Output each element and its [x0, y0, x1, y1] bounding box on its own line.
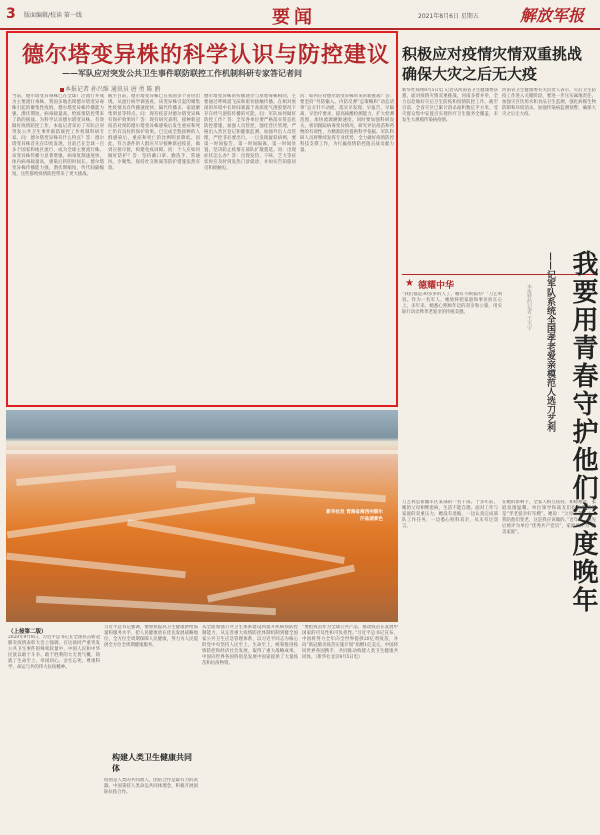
photo-dike: [16, 465, 176, 486]
bottom-column-3: 从全面加强公共卫生体系建设到提升疾病预防控制能力，从完善重大疫情防控体制机制到健全国家公共卫生应急管理体系，以习近平同志为核心的党中央坚持人民至上、生命至上，统筹推进疫情防控和经济社会发展，取得了重大战略成果。中国向世界各国特别是发展中国家提供了大量疫苗和抗疫物资。: [202, 625, 298, 666]
lead-column-4: 问：如何应对德尔塔变异株带来的新挑战？答：要坚持“外防输入、内防反弹”总策略和“动态清零”总方针不动摇，落实早发现、早报告、早隔离、早治疗要求，提高核酸检测能力，扩大检测范围，加快流调溯源速度。同时要加强科研攻关，密切跟踪病毒变异情况，研究评估疫苗和药物的有效性，为精准防控提供科学依据。军队科研人员将继续发挥专业优势，全力做好疫情防控科技支撑工作，为打赢疫情防控阻击战贡献力量。: [300, 94, 394, 153]
photo-shoreline: [6, 450, 398, 454]
continued-label: （上接第二版）: [8, 629, 47, 635]
edition-info: 版面编辑/校读 第一线: [24, 12, 82, 19]
right-column-2: 河南省卫生健康委有关负责人表示，灾后卫生防疫工作进入关键阶段，要进一步压实属地责任，加强灾区饮用水和食品卫生监测，强化病媒生物防制和环境消杀，加强传染病监测预警，确保大灾之后无大疫。: [502, 88, 596, 117]
feature-column-3: 在她的影响下，全家人相互扶持、和睦相处，家庭氛围温馨。单位领导和战友们纷纷称赞她是“孝老爱亲好军嫂”。她说：“父母养我长大，我陪他们变老，这是我应该做的。”近年来，她先后被评为单位“优秀共产党员”，家庭被评为“最美家庭”。: [502, 500, 596, 535]
lead-byline: [60, 84, 160, 93]
bottom-column-1: 2020年9月8日，习近平总书记在全国抗击新冠肺炎疫情表彰大会上强调，在这场同严重突发公共卫生事件的殊死较量中，中国人民和中华民族以敢于斗争、敢于胜利的大无畏气概，铸就了生命至上、举国同心、舍生忘死、尊重科学、命运与共的伟大抗疫精神。: [8, 635, 100, 670]
feature-column-2: 刀艺利是新疆军区某部的一名干部。十多年前，她的父母相继患病，生活不能自理。面对工作与家庭的双重压力，她没有退缩，一边认真完成部队工作任务，一边悉心照料双亲，从未有过怨言。: [402, 500, 498, 529]
page-number: 3: [6, 6, 16, 22]
issue-date: 2021年8月6日 星期五: [418, 13, 479, 20]
photo-dike: [176, 481, 386, 503]
page-header: [0, 0, 600, 30]
lead-column-2: 截至目前，德尔塔变异株已在我国多个省份出现。从流行病学调查看，该变异株引起的聚集性疫情具有传播速度快、隔代传播多、家庭聚集明显等特点。问：现有疫苗对德尔塔变异株有保护效果吗？答：现有研究表明，接种新冠疫苗对预防德尔塔变异株感染后发生重症和死亡仍有良好的保护效果。已完成全程接种的人群感染后，重症和死亡的比例明显降低。因此，符合条件的人群应尽早接种新冠疫苗，做到应接尽接，构建免疫屏障。问：个人应如何做好防护？答：坚持戴口罩、勤洗手、常通风、少聚集、保持社交距离等防护措施依然有效。: [108, 94, 200, 171]
photo-overlay-caption: 新华社发 青海省海西州察尔汗盐湖景色: [326, 510, 383, 522]
photo-dike: [7, 497, 256, 539]
lead-byline-text: 本报记者 孙兴维 通讯员 唐 勇 陈 鸥: [65, 86, 161, 93]
column-label: 德耀中华: [418, 281, 455, 291]
lead-column-3: 德尔塔变异株的传播途径与原始毒株相同，主要通过呼吸道飞沫和密切接触传播。在相对密闭的环境中长时间暴露于高浓度气溶胶情况下存在经气溶胶传播的可能。问：军队如何做好防控工作？答：全军各单位要严格落实常态化防控措施，加强人员管控，强化营区管理，严格出入营区登记和健康监测。加强外出人员管理，严控非必要出行。一旦发现疑似病例，要第一时间报告、第一时间隔离、第一时间处置，坚决防止疫情在部队扩散蔓延。问：出现症状怎么办？答：出现发热、干咳、乏力等症状时应及时到发热门诊就诊，并如实告知旅居史和接触史。: [204, 94, 296, 171]
bottom-column-4: “要把疫苗作为全球公共产品，推动疫苗在发展中国家的可及性和可负担性。”习近平总书记宣布，中国将努力全年向全世界提供20亿剂疫苗，并向“新冠肺炎疫苗实施计划”捐赠1亿美元。中国将同世界各国携手，共同推动构建人类卫生健康共同体。（新华社北京8月5日电）: [302, 625, 398, 660]
star-icon: ★: [405, 278, 414, 289]
photo-dike: [36, 596, 276, 616]
feature-subheadline: ——记军队系统全国孝老爱亲模范人选刀艺利: [545, 252, 555, 432]
feature-column-1: “我们都是30多岁的人了，哪有不顾家的？”刀艺利说。作为一名军人，她始终把家庭和事业放在心上。多年来，她悉心照顾年迈的双亲和公婆，用实际行动诠释孝老爱亲的传统美德。: [402, 292, 502, 315]
lead-headline: 德尔塔变异株的科学认识与防控建议: [22, 43, 391, 68]
square-bullet-icon: [60, 88, 64, 92]
lead-subheadline: ——军队应对突发公共卫生事件联防联控工作机制科研专家答记者问: [62, 68, 302, 78]
bottom-column-2b: 疫情是人类的共同敌人，团结合作是最有力的武器。中国秉持人类命运共同体理念，积极开展国际抗疫合作。: [104, 778, 198, 795]
feature-headline: 我要用青春守护他们安度晚年: [568, 250, 598, 614]
section-title: 要闻: [272, 7, 316, 28]
bottom-column-2: 习近平总书记强调，要加快提高卫生健康供给质量和服务水平，把人民健康放在优先发展战略地位，全方位全周期保障人民健康，努力为人民提供全方位全周期健康服务。: [104, 625, 198, 648]
bottom-subheading: 构建人类卫生健康共同体: [112, 753, 192, 773]
photo-dike: [6, 553, 186, 579]
right-column-1: 新华社郑州8月5日电 记者从河南省卫生健康委获悉，面对疫情灾情双重挑战，河南多措并举，全力以赴做好灾后卫生防疫和疫情防控工作。截至目前，全省灾区已累计消杀面积数亿平方米，受灾群众集中安置点实现医疗卫生服务全覆盖，未发生大规模传染病疫情。: [402, 88, 498, 123]
photo-dike: [127, 519, 345, 564]
masthead-logo: 解放军报: [520, 6, 585, 25]
right-headline: 积极应对疫情灾情双重挑战 确保大灾之后无大疫: [402, 45, 583, 83]
feature-byline: 本报特约记者 王天宇: [526, 284, 532, 331]
lead-column-1: 当前，德尔塔变异毒株已在全球广泛流行并成为主要流行毒株，我国多地出现德尔塔变异毒株引起的聚集性疫情。德尔塔变异株传播能力强、潜伏期短、病毒载量高，给疫情防控带来了新的挑战。为科学认识德尔塔变异株，有效做好疫情防控工作，本报记者采访了军队应对突发公共卫生事件联防联控工作机制科研专家。问：德尔塔变异株有什么特点？答：德尔塔变异株首先在印度发现，目前已在全球一百多个国家和地区流行，成为全球主要流行株。该变异株传播力显著增强，病毒复制速度快，体内病毒载量高，感染后转阴时间长。德尔塔变异株传播能力强，潜伏期缩短，传代间隔缩短，这些都给疫情防控带来了更大挑战。: [12, 94, 104, 177]
